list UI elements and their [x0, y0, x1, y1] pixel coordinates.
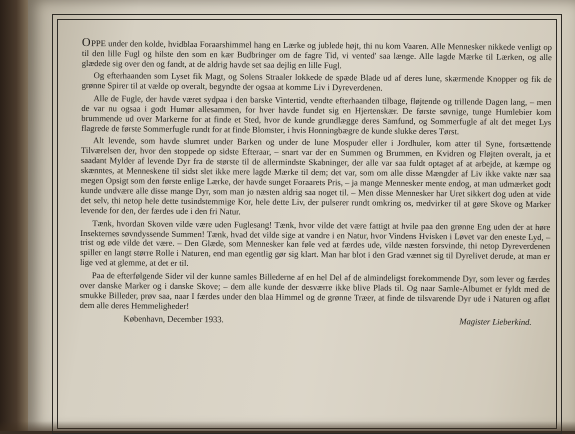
- book-binding: [0, 0, 30, 431]
- paragraph-1-text: under den kolde, hvidblaa Foraarshimmel hang en Lærke og jublede højt, thi nu kom Vaaren. Alle Mennesker nikkede venligt op til den lille Fugl og hilste den som en kær Budbringer om de fagre Tid, vi vented' saa længe. Alle lagde Mærke til Lærken, og alle glædede sig over den og fandt, at de aldrig havde set saa dejlig en lille Fugl.: [81, 38, 552, 71]
- place-date: København, December 1933.: [123, 313, 224, 324]
- preface-text: [79, 35, 552, 328]
- first-word-rest: PPE: [91, 38, 106, 49]
- paragraph-3: Alle de Fugle, der havde været sydpaa i den barske Vintertid, vendte efterhaanden tilbage, fløjtende og trillende Dagen lang, – men de var nu ogsaa i godt Humør allesammen, for hver havde fundet sig en Hjertenskær. De første søvnige, tunge Humlebier kom brummende ud over Markerne for at finde et Sted, hvor de kunde grundlægge deres Samfund, og Sommerfugle af alt det meget Lys flagrede de første Sommerfugle rundt for at finde Blomster, i hvis Honningbægre de kunde slukke deres Tørst.: [81, 93, 552, 137]
- paragraph-2: Og efterhaanden som Lyset fik Magt, og Solens Straaler lokkede de spæde Blade ud af deres lune, skærmende Knopper og fik de grønne Spirer til at vælde op overalt, begyndte der ogsaa at komme Liv i Dyreverdenen.: [81, 70, 552, 94]
- paragraph-5: Tænk, hvordan Skoven vilde være uden Fuglesang! Tænk, hvor vilde det være fattigt at hvile paa den grønne Eng uden der at høre Insekternes søvndyssende Summen! Tænk, hvad det vilde sige at vandre i en Natur, hvor Vindens Hvisken i Løvet var den eneste Lyd, – trist og øde vilde det være. – Den Glæde, som Mennesker kan føle ved at færdes ude, vilde næsten forsvinde, thi netop Dyreverdenen spiller en langt større Rolle i Naturen, end man egentlig gør sig klart. Man har blot i den Grad vænnet sig til Dyrelivet derude, at man er lige ved at glemme, at det er til.: [79, 217, 551, 269]
- paragraph-6: Paa de efterfølgende Sider vil der kunne samles Billederne af en hel Del af de almindeligst forekommende Dyr, som lever og færdes over danske Marker og i danske Skove; – dem alle kunde der desværre ikke blive Plads til. Og naar Samle-Albumet er fyldt med de smukke Billeder, prøv saa, naar I færdes under den blaa Himmel og de grønne Træer, at finde de tilsvarende Dyr ude i Naturen og afløt dem alle deres Hemmeligheder!: [79, 270, 550, 311]
- page-bottom-shadow: [0, 421, 575, 431]
- paragraph-4: Alt levende, som havde slumret under Barken og under de lune Mospuder eller i Jordhuler, kom atter til Syne, fortsættende Tilværelsen der, hvor den stoppede op sidste Efteraar, – snart var der en Summen og Brummen, en Kvidren og Fløjten overalt, ja et saadant Mylder af levende Dyr fra de største til de allermindste Skabninger, der alle var saa fuldt optaget af at arbejde, at kæmpe og skænntes, at Menneskene til sidst slet ikke mere lagde Mærke til dem; det var, som om alle disse Mængder af Liv ikke vakte nær saa megen Opsigt som den første enlige Lærke, der havde sunget Foraarets Pris, – ja mange Mennesker mente endog, at man udmærket godt kunde undvære alle disse mange Dyr, som man jo næsten aldrig saa noget til. – Men disse Mennesker har Uret sikkert dog uden at vide det selv, thi netop hele dette tusindstemmige Kor, hele dette Liv, der pulserer rundt omkring os, medvirker til at gøre Skove og Marker levende for den, der færdes ude i den fri Natur.: [80, 135, 552, 217]
- drop-initial: O: [81, 35, 92, 50]
- paragraph-1: [81, 35, 552, 73]
- author-signature: Magister Lieberkind.: [459, 316, 532, 327]
